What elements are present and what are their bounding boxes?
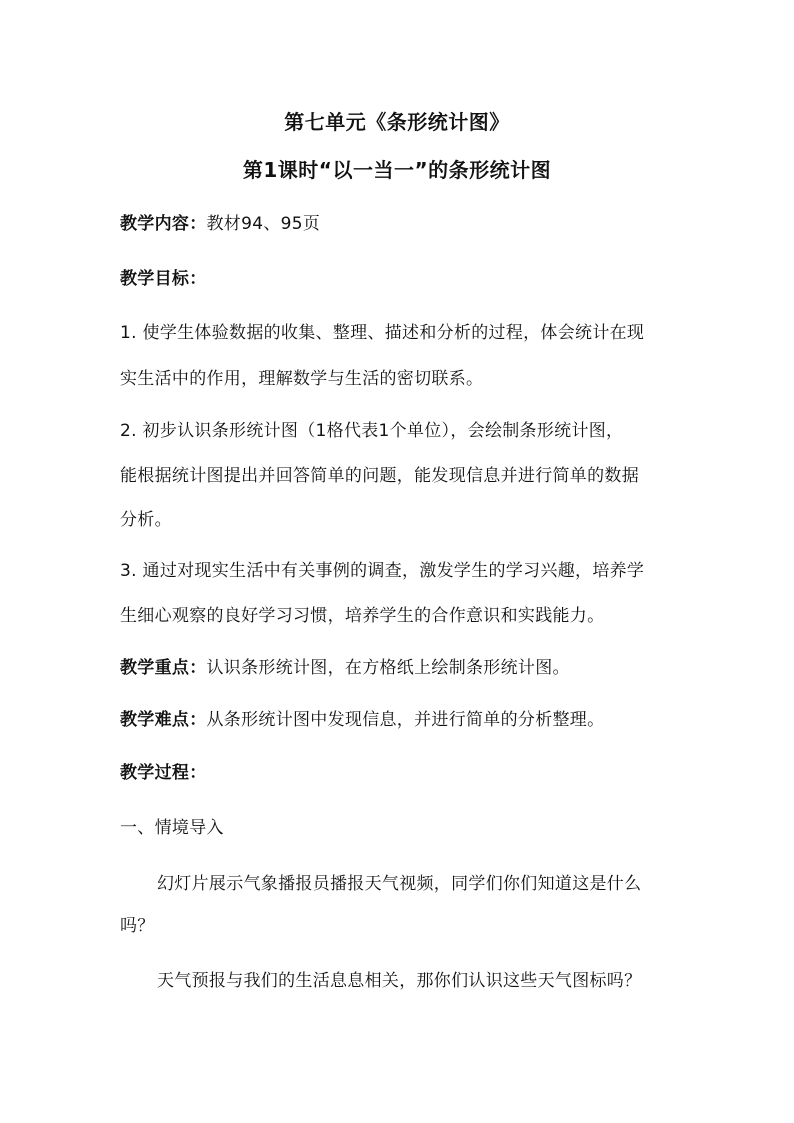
- lesson-title: 第1课时“以一当一”的条形统计图: [242, 158, 552, 182]
- teaching-content-text: 教材94、95页: [206, 214, 321, 234]
- objective-2-line-1: 2. 初步认识条形统计图（1格代表1个单位），会绘制条形统计图，: [120, 421, 624, 441]
- key-point: [120, 655, 680, 681]
- key-point-label: 教学重点：: [120, 658, 207, 678]
- objective-2-line-2: 能根据统计图提出并回答简单的问题，能发现信息并进行简单的数据: [120, 466, 639, 486]
- section-situation-intro: 一、情境导入: [120, 818, 224, 838]
- objective-1-line-2: 实生活中的作用，理解数学与生活的密切联系。: [120, 369, 484, 389]
- objective-3-line-2: 生细心观察的良好学习习惯，培养学生的合作意识和实践能力。: [120, 606, 605, 626]
- teaching-process-label: 教学过程：: [120, 763, 207, 783]
- objective-3-line-1: 3. 通过对现实生活中有关事例的调查，激发学生的学习兴趣，培养学: [120, 561, 645, 581]
- teaching-content-label: 教学内容：: [120, 214, 207, 234]
- difficulty-label: 教学难点：: [120, 710, 207, 730]
- unit-title: 第七单元《条形统计图》: [284, 110, 510, 134]
- difficulty-text: 从条形统计图中发现信息，并进行简单的分析整理。: [206, 710, 605, 730]
- paragraph-2-line-1: 天气预报与我们的生活息息相关，那你们认识这些天气图标吗？: [157, 971, 642, 991]
- key-point-text: 认识条形统计图，在方格纸上绘制条形统计图。: [206, 658, 570, 678]
- objective-2-line-3: 分析。: [120, 510, 172, 530]
- paragraph-1-line-1: 幻灯片展示气象播报员播报天气视频，同学们你们知道这是什么: [157, 874, 642, 894]
- teaching-objectives-label: 教学目标：: [120, 269, 207, 289]
- paragraph-1-line-2: 吗？: [120, 916, 155, 936]
- teaching-content: [120, 211, 680, 237]
- difficulty: [120, 707, 680, 733]
- objective-1-line-1: 1. 使学生体验数据的收集、整理、描述和分析的过程，体会统计在现: [120, 323, 645, 343]
